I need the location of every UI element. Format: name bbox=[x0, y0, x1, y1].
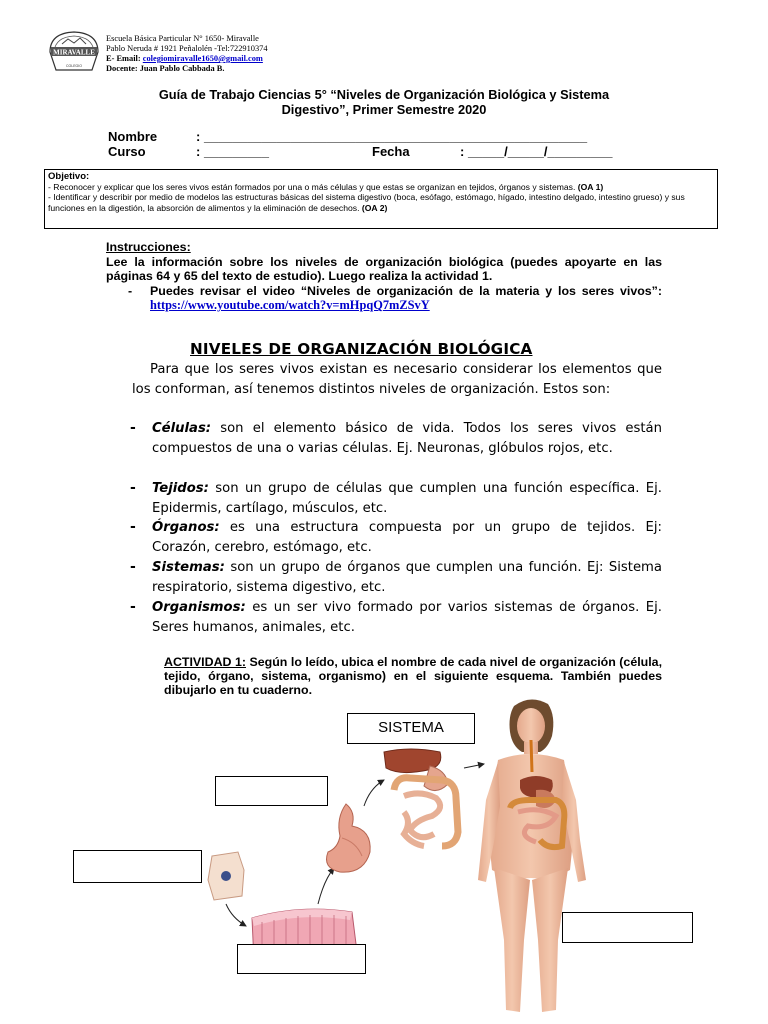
label-box-sistema[interactable] bbox=[347, 713, 475, 744]
human-body-illustration bbox=[478, 699, 586, 1012]
label-box-organismo[interactable] bbox=[562, 912, 693, 943]
arrow-system-organism bbox=[464, 764, 484, 768]
arrow-organ-system bbox=[364, 780, 384, 806]
stomach-illustration bbox=[327, 804, 371, 872]
nombre-label: Nombre bbox=[108, 129, 158, 144]
activity-text: Según lo leído, ubica el nombre de cada nivel de organización (célula, tejido, órgano, sistema, organismo) en el siguiente esquema. También puedes dibujarlo en tu cuaderno. bbox=[164, 655, 663, 697]
sistema-label: SISTEMA bbox=[378, 719, 444, 736]
label-box-celula[interactable] bbox=[73, 850, 202, 883]
section-title: NIVELES DE ORGANIZACIÓN BIOLÓGICA bbox=[190, 340, 533, 358]
logo-text: MIRAVALLE bbox=[53, 48, 95, 57]
bullet-dash: - bbox=[128, 283, 133, 298]
guide-title bbox=[80, 88, 688, 117]
list-item-celulas: Células: son el elemento básico de vida. Todos los seres vivos están compuestos de una o varias células. Ej. Neuronas, glóbulos rojos, etc. bbox=[152, 421, 662, 456]
list-item-tejidos: Tejidos: son un grupo de células que cumplen una función específica. Ej. Epidermis, cartílago, músculos, etc. bbox=[152, 481, 662, 516]
nombre-field[interactable] bbox=[108, 129, 588, 144]
item-dash: - bbox=[130, 559, 136, 575]
nombre-blank[interactable]: : _____________________________________________________ bbox=[196, 129, 588, 144]
item-dash: - bbox=[130, 519, 136, 535]
list-item-organismos: Organismos: es un ser vivo formado por varios sistemas de órganos. Ej. Seres humanos, animales, etc. bbox=[152, 600, 662, 635]
arrow-cell-tissue bbox=[226, 904, 246, 926]
instructions-title: Instrucciones: bbox=[106, 240, 191, 254]
activity-label: ACTIVIDAD 1: bbox=[164, 655, 246, 669]
label-box-organo[interactable] bbox=[215, 776, 328, 806]
item-dash: - bbox=[130, 599, 136, 615]
email-label: E- Email: bbox=[106, 54, 143, 63]
school-logo bbox=[48, 30, 100, 74]
objective-1: - Reconocer y explicar que los seres vivos están formados por una o más células y que estas se organizan en tejidos, órganos y sistemas. (OA 1) bbox=[48, 182, 604, 193]
label-box-tejido[interactable] bbox=[237, 944, 366, 974]
objective-box bbox=[44, 169, 718, 229]
list-item-sistemas: Sistemas: son un grupo de órganos que cumplen una función. Ej: Sistema respiratorio, sistema digestivo, etc. bbox=[152, 560, 662, 595]
title-line-2: Digestivo”, Primer Semestre 2020 bbox=[281, 101, 487, 117]
cell-illustration bbox=[208, 852, 244, 900]
curso-fecha-row bbox=[108, 145, 638, 159]
curso-label: Curso bbox=[108, 144, 146, 159]
objective-title: Objetivo: bbox=[48, 171, 90, 182]
video-link[interactable]: https://www.youtube.com/watch?v=mHpqQ7mZSvY bbox=[150, 298, 430, 313]
teacher-name: Docente: Juan Pablo Cabbada B. bbox=[106, 64, 225, 73]
school-address: Pablo Neruda # 1921 Peñalolén -Tel:722910374 bbox=[106, 44, 268, 53]
video-text: Puedes revisar el video “Niveles de organización de la materia y los seres vivos”: bbox=[150, 283, 662, 298]
digestive-system-illustration bbox=[384, 749, 458, 846]
arrow-tissue-organ bbox=[318, 868, 334, 904]
fecha-label: Fecha bbox=[372, 144, 410, 159]
organization-diagram bbox=[0, 690, 768, 1024]
fecha-blank[interactable]: : _____/_____/_________ bbox=[460, 144, 613, 159]
school-name: Escuela Básica Particular N° 1650- Miravalle bbox=[106, 34, 259, 43]
objective-2: - Identificar y describir por medio de modelos las estructuras básicas del sistema digestivo (boca, esófago, estómago, hígado, intestino delgado, intestino grueso) y sus funciones en la digestión, la absorción de alimentos y la eliminación de desechos. (OA 2) bbox=[48, 192, 685, 213]
list-item-organos: Órganos: es una estructura compuesta por un grupo de tejidos. Ej: Corazón, cerebro, estómago, etc. bbox=[152, 520, 662, 555]
item-dash: - bbox=[130, 420, 136, 436]
video-bullet bbox=[106, 284, 662, 313]
instructions bbox=[106, 240, 662, 313]
section-intro: Para que los seres vivos existan es necesario considerar los elementos que los conforman, así tenemos distintos niveles de organización. Estos son: bbox=[132, 362, 662, 397]
email-link[interactable]: colegiomiravalle1650@gmail.com bbox=[142, 54, 263, 63]
title-line-1: Guía de Trabajo Ciencias 5° “Niveles de Organización Biológica y Sistema bbox=[158, 87, 610, 102]
school-email-row bbox=[106, 54, 263, 65]
curso-blank[interactable]: : _________ bbox=[196, 144, 270, 159]
instructions-text: Lee la información sobre los niveles de organización biológica (puedes apoyarte en las páginas 64 y 65 del texto de estudio). Luego realiza la actividad 1. bbox=[106, 254, 662, 284]
item-dash: - bbox=[130, 480, 136, 496]
svg-text:COLEGIO: COLEGIO bbox=[66, 64, 82, 68]
